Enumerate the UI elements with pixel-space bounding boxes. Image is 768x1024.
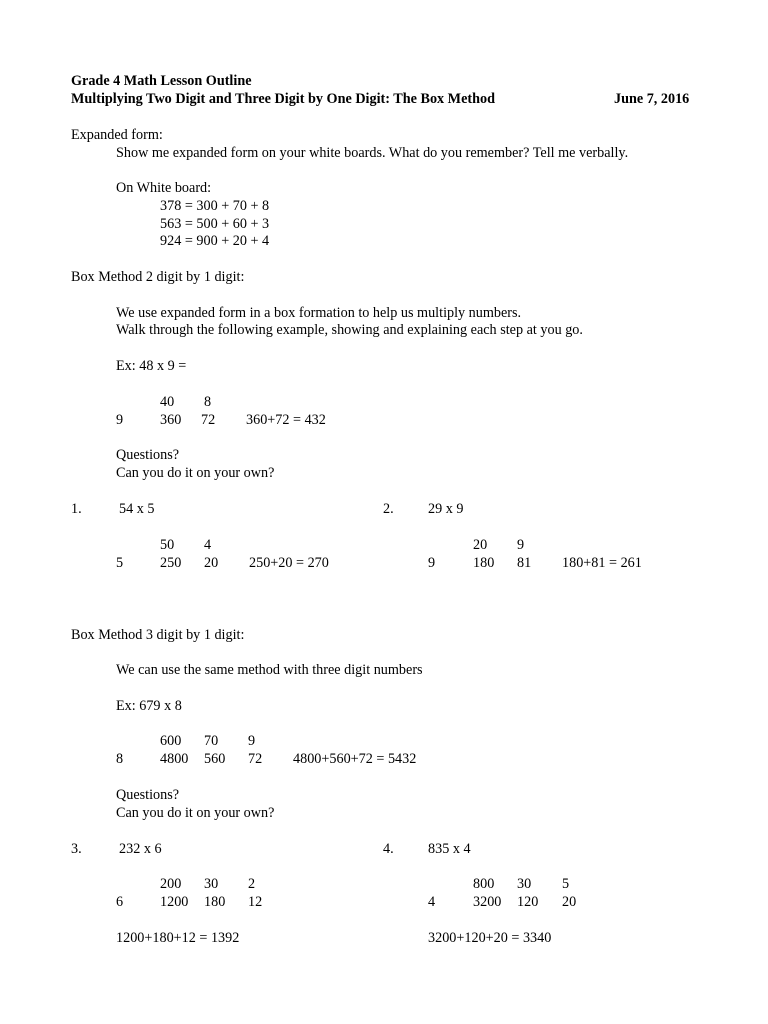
- intro-text: We use expanded form in a box formation to help us multiply numbers.: [116, 305, 522, 321]
- box-product: 250: [160, 555, 182, 571]
- lesson-title: Grade 4 Math Lesson Outline: [71, 73, 252, 89]
- box-product: 72: [248, 751, 263, 767]
- box-sum: 4800+560+72 = 5432: [293, 751, 417, 767]
- box-multiplier: 9: [116, 412, 124, 428]
- box-product: 120: [517, 894, 539, 910]
- box-product: 180: [473, 555, 495, 571]
- box-product: 20: [204, 555, 219, 571]
- box-top-value: 30: [204, 876, 219, 892]
- problem-label: 232 x 6: [119, 841, 162, 857]
- box-top-value: 9: [517, 537, 525, 553]
- own-text: Can you do it on your own?: [116, 805, 275, 821]
- box-sum: 3200+120+20 = 3340: [428, 930, 552, 946]
- example-label: Ex: 48 x 9 =: [116, 358, 187, 374]
- box-product: 1200: [160, 894, 189, 910]
- whiteboard-label: On White board:: [116, 180, 212, 196]
- box-product: 180: [204, 894, 226, 910]
- box-top-value: 40: [160, 394, 175, 410]
- example-label: Ex: 679 x 8: [116, 698, 182, 714]
- questions-text: Questions?: [116, 787, 180, 803]
- box-product: 360: [160, 412, 182, 428]
- lesson-date: June 7, 2016: [614, 91, 690, 107]
- box-product: 560: [204, 751, 226, 767]
- box-multiplier: 4: [428, 894, 436, 910]
- box-sum: 180+81 = 261: [562, 555, 642, 571]
- intro-text: Walk through the following example, showing and explaining each step at you go.: [116, 322, 583, 338]
- box-product: 3200: [473, 894, 502, 910]
- lesson-subtitle: Multiplying Two Digit and Three Digit by One Digit: The Box Method: [71, 91, 495, 107]
- problem-label: 54 x 5: [119, 501, 155, 517]
- box-multiplier: 8: [116, 751, 124, 767]
- box-multiplier: 5: [116, 555, 124, 571]
- expanded-line: 924 = 900 + 20 + 4: [160, 233, 270, 249]
- problem-number: 3.: [71, 841, 82, 857]
- box-top-value: 4: [204, 537, 212, 553]
- box-top-value: 800: [473, 876, 495, 892]
- box-top-value: 50: [160, 537, 175, 553]
- box-product: 72: [201, 412, 216, 428]
- questions-text: Questions?: [116, 447, 180, 463]
- box-product: 81: [517, 555, 532, 571]
- expanded-line: 563 = 500 + 60 + 3: [160, 216, 270, 232]
- problem-label: 29 x 9: [428, 501, 464, 517]
- box-top-value: 20: [473, 537, 488, 553]
- problem-number: 4.: [383, 841, 394, 857]
- box-product: 20: [562, 894, 577, 910]
- box-top-value: 5: [562, 876, 570, 892]
- problem-label: 835 x 4: [428, 841, 471, 857]
- box-top-value: 8: [204, 394, 212, 410]
- problem-number: 2.: [383, 501, 394, 517]
- section-heading-expanded: Expanded form:: [71, 127, 163, 143]
- box-top-value: 9: [248, 733, 256, 749]
- box-top-value: 70: [204, 733, 219, 749]
- problem-number: 1.: [71, 501, 82, 517]
- box-sum: 250+20 = 270: [249, 555, 329, 571]
- expanded-line: 378 = 300 + 70 + 8: [160, 198, 270, 214]
- section-heading-3digit: Box Method 3 digit by 1 digit:: [71, 627, 245, 643]
- box-sum: 360+72 = 432: [246, 412, 326, 428]
- own-text: Can you do it on your own?: [116, 465, 275, 481]
- intro-text: We can use the same method with three digit numbers: [116, 662, 423, 678]
- box-top-value: 200: [160, 876, 182, 892]
- box-multiplier: 6: [116, 894, 124, 910]
- box-product: 4800: [160, 751, 189, 767]
- expanded-prompt: Show me expanded form on your white boards. What do you remember? Tell me verbally.: [116, 145, 629, 161]
- box-top-value: 30: [517, 876, 532, 892]
- box-sum: 1200+180+12 = 1392: [116, 930, 240, 946]
- box-top-value: 600: [160, 733, 182, 749]
- box-top-value: 2: [248, 876, 256, 892]
- box-multiplier: 9: [428, 555, 436, 571]
- section-heading-2digit: Box Method 2 digit by 1 digit:: [71, 269, 245, 285]
- box-product: 12: [248, 894, 263, 910]
